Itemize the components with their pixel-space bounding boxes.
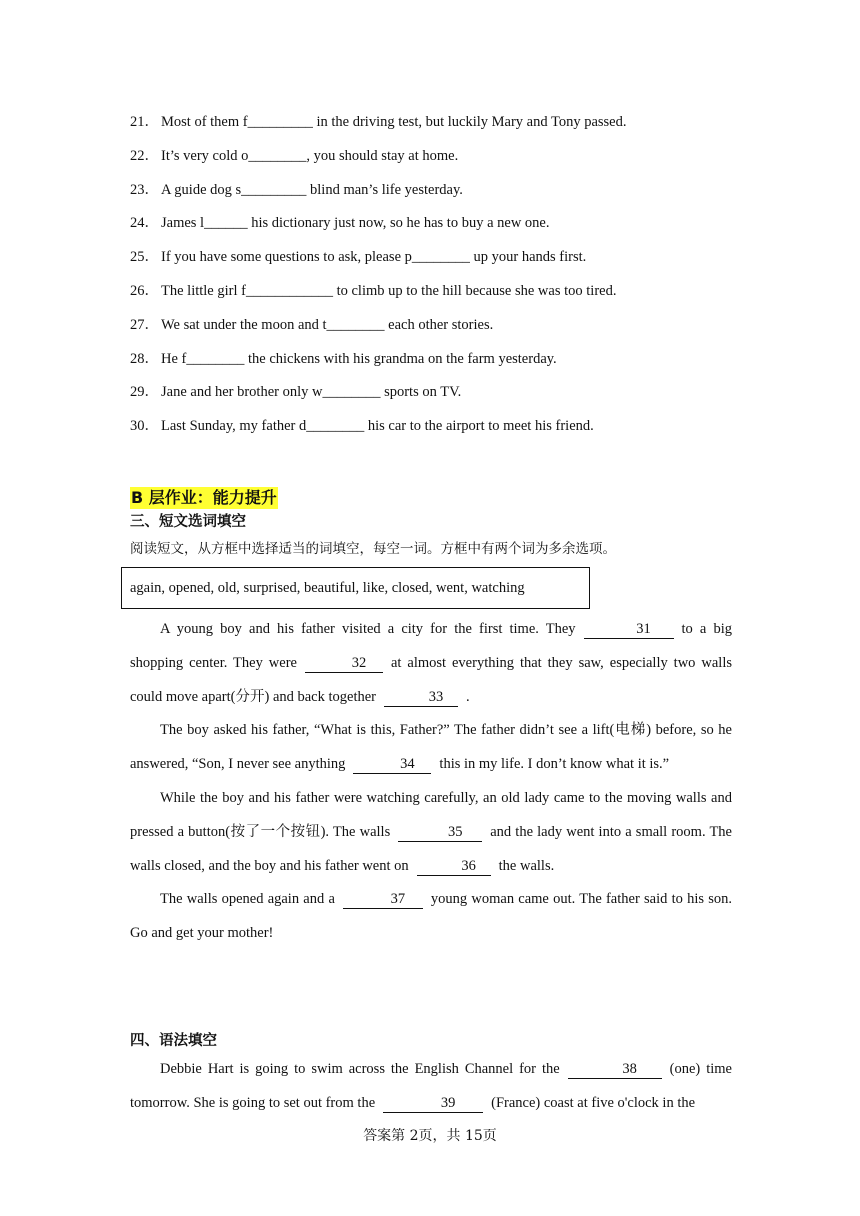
word-box-text: again, opened, old, surprised, beautiful, like, closed, went, watching xyxy=(130,579,525,596)
question-number: 23． xyxy=(130,181,159,198)
section-4-title: 四、语法填空 xyxy=(130,1033,217,1049)
section-b-heading: B 层作业：能力提升 xyxy=(131,488,277,507)
text: to a big shopping center. They were xyxy=(130,621,732,671)
blank-31[interactable]: 31 xyxy=(584,621,674,639)
question-item xyxy=(130,349,557,369)
text: (one) time tomorrow. She is going to set out from the xyxy=(130,1061,732,1111)
question-number: 28． xyxy=(130,350,159,367)
text: While the boy and his father were watching carefully, an old lady came to the moving walls and pressed a button(按了一个按钮). The walls xyxy=(130,789,732,840)
question-item xyxy=(130,213,550,233)
question-number: 26． xyxy=(130,283,159,299)
question-text: If you have some questions to ask, please p________ up your hands first. xyxy=(161,249,587,266)
section-3-title: 三、短文选词填空 xyxy=(130,514,246,530)
blank-38[interactable]: 38 xyxy=(568,1061,662,1079)
section-3-instruction: 阅读短文，从方框中选择适当的词填空，每空一词。方框中有两个词为多余选项。 xyxy=(130,541,616,557)
question-text: James l______ his dictionary just now, so he has to buy a new one. xyxy=(161,215,550,232)
question-number: 30． xyxy=(130,418,159,435)
passage-section-3 xyxy=(130,613,732,951)
question-item xyxy=(130,416,594,436)
text: the walls. xyxy=(498,857,555,874)
word-box xyxy=(121,567,590,609)
question-number: 21． xyxy=(130,114,159,130)
question-item xyxy=(130,112,627,132)
question-text: Most of them f_________ in the driving test, but luckily Mary and Tony passed. xyxy=(161,114,627,130)
text: A young boy and his father visited a city for the first time. They xyxy=(160,621,576,637)
text: Debbie Hart is going to swim across the English Channel for the xyxy=(160,1061,560,1077)
question-item xyxy=(130,180,463,200)
question-number: 27． xyxy=(130,316,159,333)
question-number: 25． xyxy=(130,249,159,266)
passage-section-4 xyxy=(130,1053,732,1121)
passage-paragraph-2 xyxy=(130,714,732,782)
blank-37[interactable]: 37 xyxy=(343,891,423,909)
text: and the lady went into a small room. The walls closed, and the boy and his father went on xyxy=(130,823,732,874)
question-text: Jane and her brother only w________ sports on TV. xyxy=(161,384,462,401)
page-footer: 答案第 2页，共 15页 xyxy=(363,1128,497,1144)
passage-paragraph-4 xyxy=(130,883,732,951)
question-text: He f________ the chickens with his grandma on the farm yesterday. xyxy=(161,350,557,367)
text: young woman came out. The father said to his son. Go and get your mother! xyxy=(130,891,732,942)
question-number: 24． xyxy=(130,215,159,232)
question-item xyxy=(130,382,461,402)
text: at almost everything that they saw, especially two walls could move apart(分开) and back together xyxy=(130,654,732,705)
blank-36[interactable]: 36 xyxy=(417,858,491,876)
question-number: 22． xyxy=(130,147,159,164)
question-item xyxy=(130,247,586,267)
blank-33[interactable]: 33 xyxy=(384,689,458,707)
blank-32[interactable]: 32 xyxy=(305,655,383,673)
passage-paragraph-5 xyxy=(130,1053,732,1121)
blank-34[interactable]: 34 xyxy=(353,756,431,774)
blank-35[interactable]: 35 xyxy=(398,824,482,842)
question-text: Last Sunday, my father d________ his car to the airport to meet his friend. xyxy=(161,418,594,435)
blank-39[interactable]: 39 xyxy=(383,1095,483,1113)
text: The walls opened again and a xyxy=(160,891,335,908)
question-text: We sat under the moon and t________ each other stories. xyxy=(161,316,494,333)
passage-paragraph-3 xyxy=(130,782,732,883)
question-text: A guide dog s_________ blind man’s life yesterday. xyxy=(161,181,463,198)
question-item xyxy=(130,146,458,166)
text: . xyxy=(466,688,470,705)
text: The boy asked his father, “What is this, Father?” The father didn’t see a lift(电梯) before, so he answered, “Son, I never see anything xyxy=(130,722,732,773)
text: (France) coast at five o'clock in the xyxy=(491,1094,696,1111)
question-item xyxy=(130,281,616,301)
question-text: The little girl f____________ to climb up to the hill because she was too tired. xyxy=(161,283,617,299)
text: this in my life. I don’t know what it is.” xyxy=(439,756,670,773)
passage-paragraph-1 xyxy=(130,613,732,714)
question-text: It’s very cold o________, you should stay at home. xyxy=(161,147,459,164)
question-number: 29． xyxy=(130,384,159,401)
question-item xyxy=(130,315,493,335)
